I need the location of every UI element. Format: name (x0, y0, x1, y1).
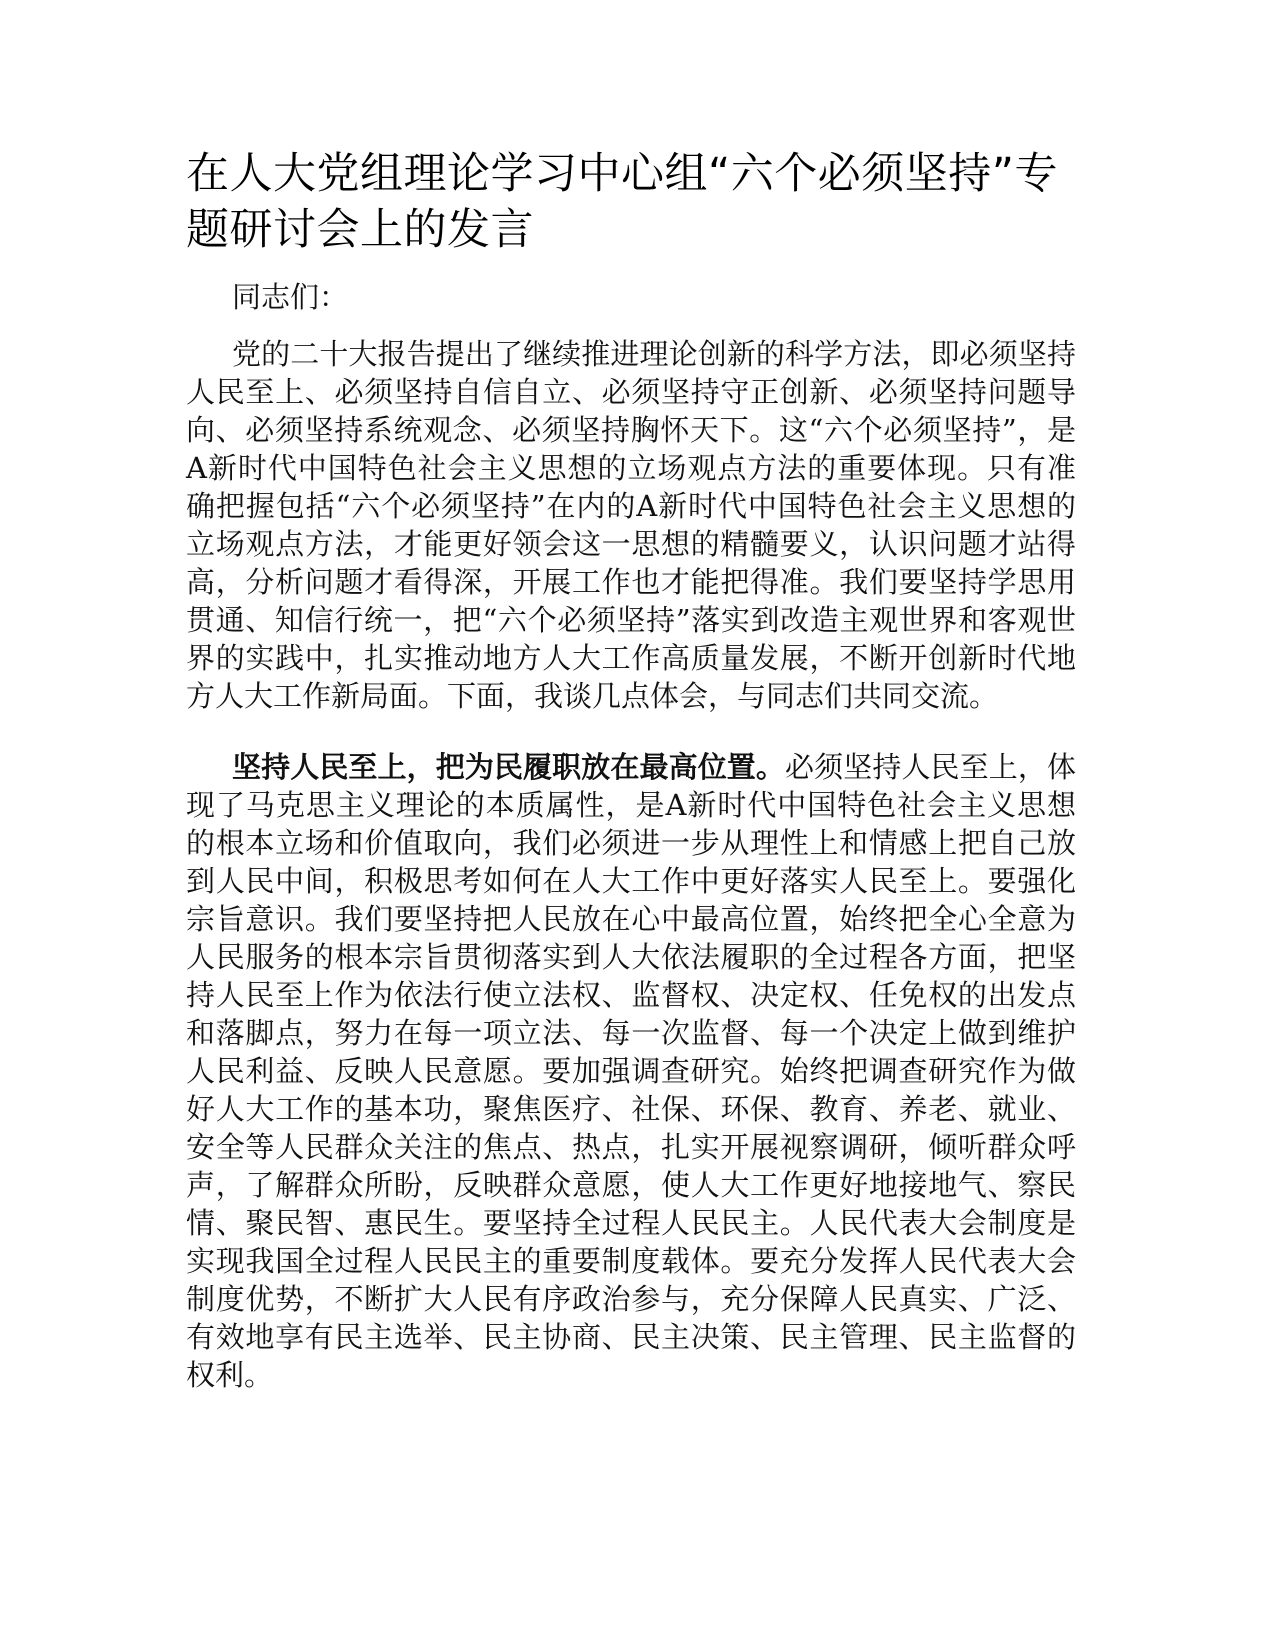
paragraph-heading: 坚持人民至上，把为民履职放在最高位置。 (232, 750, 786, 784)
document-title: 在人大党组理论学习中心组“六个必须坚持”专题研讨会上的发言 (186, 149, 1059, 255)
paragraph-body: 必须坚持人民至上，体现了马克思主义理论的本质属性，是A新时代中国特色社会主义思想的根本立场和价值取向，我们必须进一步从理性上和情感上把自己放到人民中间，积极思考如何在人大工作中更好落实人民至上。要强化宗旨意识。我们要坚持把人民放在心中最高位置，始终把全心全意为人民服务的根本宗旨贯彻落实到人大依法履职的全过程各方面，把坚持人民至上作为依法行使立法权、监督权、决定权、任免权的出发点和落脚点，努力在每一项立法、每一次监督、每一个决定上做到维护人民利益、反映人民意愿。要加强调查研究。始终把调查研究作为做好人大工作的基本功，聚焦医疗、社保、环保、教育、养老、就业、安全等人民群众关注的焦点、热点，扎实开展视察调研，倾听群众呼声，了解群众所盼，反映群众意愿，使人大工作更好地接地气、察民情、聚民智、惠民生。要坚持全过程人民民主。人民代表大会制度是实现我国全过程人民民主的重要制度载体。要充分发挥人民代表大会制度优势，不断扩大人民有序政治参与，充分保障人民真实、广泛、有效地享有民主选举、民主协商、民主决策、民主管理、民主监督的权利。 (186, 750, 1076, 1392)
salutation: 同志们： (232, 280, 349, 314)
paragraph-introduction: 党的二十大报告提出了继续推进理论创新的科学方法，即必须坚持人民至上、必须坚持自信自立、必须坚持守正创新、必须坚持问题导向、必须坚持系统观念、必须坚持胸怀天下。这“六个必须坚持”，是A新时代中国特色社会主义思想的立场观点方法的重要体现。只有准确把握包括“六个必须坚持”在内的A新时代中国特色社会主义思想的立场观点方法，才能更好领会这一思想的精髓要义，认识问题才站得高，分析问题才看得深，开展工作也才能把得准。我们要坚持学思用贯通、知信行统一，把“六个必须坚持”落实到改造主观世界和客观世界的实践中，扎实推动地方人大工作高质量发展，不断开创新时代地方人大工作新局面。下面，我谈几点体会，与同志们共同交流。 (186, 337, 1076, 713)
paragraph-people-first (186, 748, 1076, 1394)
